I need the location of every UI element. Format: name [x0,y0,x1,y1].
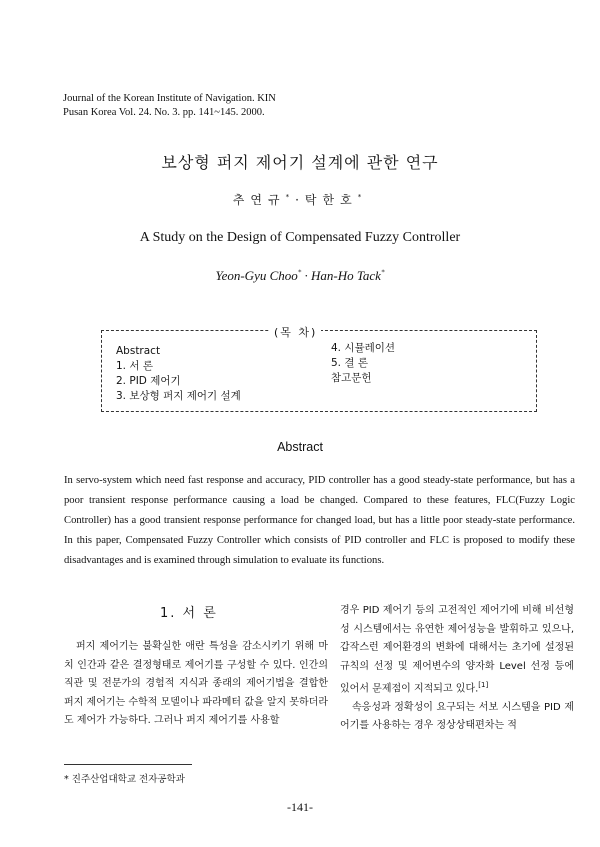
english-author-1: Yeon-Gyu Choo [215,268,298,283]
toc-item: 5. 결 론 [331,357,368,369]
english-title: A Study on the Design of Compensated Fuzzy Controller [139,230,461,245]
intro-paragraph: 퍼지 제어기는 불확실한 애란 특성을 감소시키기 위해 마치 인간과 같은 결정형태로 제어기를 구성할 수 있다. 인간의 직관 및 전문가의 경험적 지식과 종래의 제어기법을 결합한 퍼지 제어기는 수학적 모델이나 파라메터 값을 알지 못하더라도 제어가 가능하다. 그러나 퍼지 제어기를 사용할 [64,641,328,726]
abstract-body: In servo-system which need fast response and accuracy, PID controller has a good steady-state performance, but has a poor transient response performance causing a load be changed. Compared to these features, FLC(Fuzzy Logic Controller) has a good transient response performance for changed load, but has a little poor steady-state performance. In this paper, Compensated Fuzzy Controller which consists of PID controller and FLC is proposed to modify these disadvantages and is examined through simulation to evaluate its functions. [64,475,575,566]
toc-right-column [331,341,395,386]
right-column-text [340,602,574,736]
section-1-heading: 1. 서 론 [160,606,218,621]
journal-info [63,92,276,120]
korean-title: 보상형 퍼지 제어기 설계에 관한 연구 [161,153,439,172]
toc-item: 2. PID 제어기 [116,375,181,387]
journal-line-2: Pusan Korea Vol. 24. No. 3. pp. 141~145. 2000. [63,107,265,118]
footnote: * 진주산업대학교 전자공학과 [64,774,185,785]
korean-author-2-mark: * [357,193,368,201]
right-paragraph-2: 속응성과 정확성이 요구되는 서보 시스템을 PID 제어기를 사용하는 경우 정상상태편차는 적 [340,701,574,732]
english-author-1-mark: * [297,268,302,277]
toc-item: Abstract [116,345,161,357]
footnote-rule [64,764,192,765]
citation-ref: [1] [478,681,489,689]
english-author-2: Han-Ho Tack [311,268,381,283]
english-authors [0,268,600,284]
toc-left-column [116,344,241,404]
toc-item: 1. 서 론 [116,360,153,372]
abstract-heading: Abstract [277,440,323,454]
journal-line-1: Journal of the Korean Institute of Navigation. KIN [63,93,276,104]
english-author-separator: · [301,268,312,283]
korean-author-separator: · [295,193,305,207]
korean-author-1: 추연규 [232,193,286,207]
right-paragraph-1 [340,602,574,699]
korean-author-1-mark: * [285,193,296,201]
english-author-2-mark: * [380,268,385,277]
left-column-text [64,638,328,731]
right-paragraph-1-text: 경우 PID 제어기 등의 고전적인 제어기에 비해 비선형성 시스템에서는 유연한 제어성능을 발휘하고 있으나, 갑작스런 제어환경의 변화에 대해서는 초기에 설정된 규칙의 선정 및 제어변수의 양자화 Level 선정 등에 있어서 문제점이 지적되고 있다. [340,605,574,695]
page-number: -141- [287,800,313,814]
korean-authors [0,191,600,208]
toc-item: 4. 시뮬레이션 [331,342,396,354]
toc-heading: (목 차) [270,324,321,340]
toc-item: 참고문헌 [331,372,372,384]
korean-author-2: 탁한호 [304,193,358,207]
toc-item: 3. 보상형 퍼지 제어기 설계 [116,390,241,402]
